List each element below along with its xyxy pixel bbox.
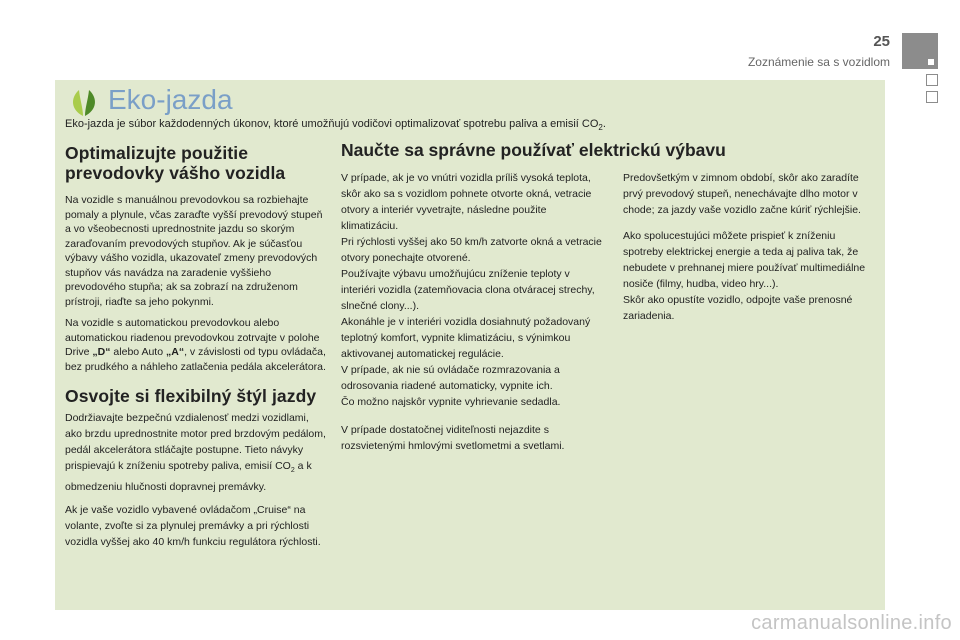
paragraph-passenger: Ako spolucestujúci môžete prispieť k zníženiu spotreby elektrickej energie a teda aj paliva tak, že nebudete v prehnanej miere používať multimediálne nosiče (filmy, hudba, video hry...). Skôr ako opustíte vozidlo, odpojte vaše prenosné zariadenia.	[623, 230, 866, 322]
page-number: 25	[873, 33, 890, 50]
heading-gearbox: Optimalizujte použitie prevodovky vášho vozidla	[65, 143, 286, 183]
watermark: carmanualsonline.info	[751, 612, 952, 634]
heading-electrical: Naučte sa správne používať elektrickú výbavu	[341, 140, 726, 160]
tab-marker-icon	[928, 59, 934, 65]
paragraph-manual-gearbox: Na vozidle s manuálnou prevodovkou sa rozbiehajte pomaly a plynule, včas zaraďte vyšší prevodový stupeň a vo všeobecnosti uprednostnite jazdu so skorým zaraďovaním prevodových stupňov. Ak je súčasťou výbavy vášho vozidla, ukazovateľ zmeny prevodových stupňov vás navádza na zaradenie vyššieho prevodového stupňa; ak sa zobrazí na združenom prístroji, riaďte sa jeho pokynmi.	[65, 194, 323, 308]
right-column	[623, 170, 878, 331]
chapter-tab[interactable]	[902, 33, 938, 69]
middle-column	[341, 170, 606, 461]
paragraph-winter: Predovšetkým v zimnom období, skôr ako zaradíte prvý prevodový stupeň, nenechávajte dlho motor v chode; za jazdy vaše vozidlo začne kúriť rýchlejšie.	[623, 172, 861, 216]
paragraph-cruise: Ak je vaše vozidlo vybavené ovládačom „Cruise“ na volante, zvoľte si za plynulej premávky a pri rýchlosti vozidla vyššej ako 40 km/h funkciu regulátora rýchlosti.	[65, 504, 321, 549]
paragraph-safe-distance: Dodržiavajte bezpečnú vzdialenosť medzi vozidlami, ako brzdu uprednostnite motor pred brzdovým pedálom, pedál akcelerátora stláčajte postupne. Tieto návyky prispievajú k zníženiu spotreby paliva, emisií $CO_2$ a k obmedzeniu hlučnosti dopravnej premávky.	[65, 412, 326, 494]
paragraph-fog-lights: V prípade dostatočnej viditeľnosti nejazdite s rozsvietenými hmlovými svetlometmi a svetlami.	[341, 424, 565, 452]
section-title: Zoznámenie sa s vozidlom	[747, 55, 890, 69]
eco-leaf-icon	[68, 88, 100, 118]
chapter-box-2[interactable]	[926, 91, 938, 103]
chapter-box-1[interactable]	[926, 74, 938, 86]
paragraph-automatic-gearbox: Na vozidle s automatickou prevodovkou alebo automatickou riadenou prevodovkou zotrvajte v polohe Drive „D“ alebo Auto „A“, v závislosti od typu ovládača, bez prudkého a náhleho zatlačenia pedála akcelerátora.	[65, 317, 326, 373]
heading-driving-style: Osvojte si flexibilný štýl jazdy	[65, 386, 317, 406]
intro-text: Eko-jazda je súbor každodenných úkonov, ktoré umožňujú vodičovi optimalizovať spotrebu paliva a emisií $CO_2$.	[65, 118, 606, 133]
page-title: Eko-jazda	[108, 84, 233, 115]
paragraph-ventilation: V prípade, ak je vo vnútri vozidla príliš vysoká teplota, skôr ako sa s vozidlom pohnete otvorte okná, vetracie otvory a interiér vyvetrajte, následne použite klimatizáciu. Pri rýchlosti vyššej ako 50 km/h zatvorte okná a vetracie otvory ponechajte otvorené. Používajte výbavu umožňujúcu zníženie teploty v interiéri vozidla (zatemňovacia clona otváracej strechy, slnečné clony...). Akonáhle je v interiéri vozidla dosiahnutý požadovaný teplotný komfort, vypnite klimatizáciu, s výnimkou aktivovanej automatickej regulácie. V prípade, ak nie sú ovládače rozmrazovania a odrosovania riadené automaticky, vypnite ich. Čo možno najskôr vypnite vyhrievanie sedadla.	[341, 172, 602, 408]
left-column	[65, 143, 327, 557]
